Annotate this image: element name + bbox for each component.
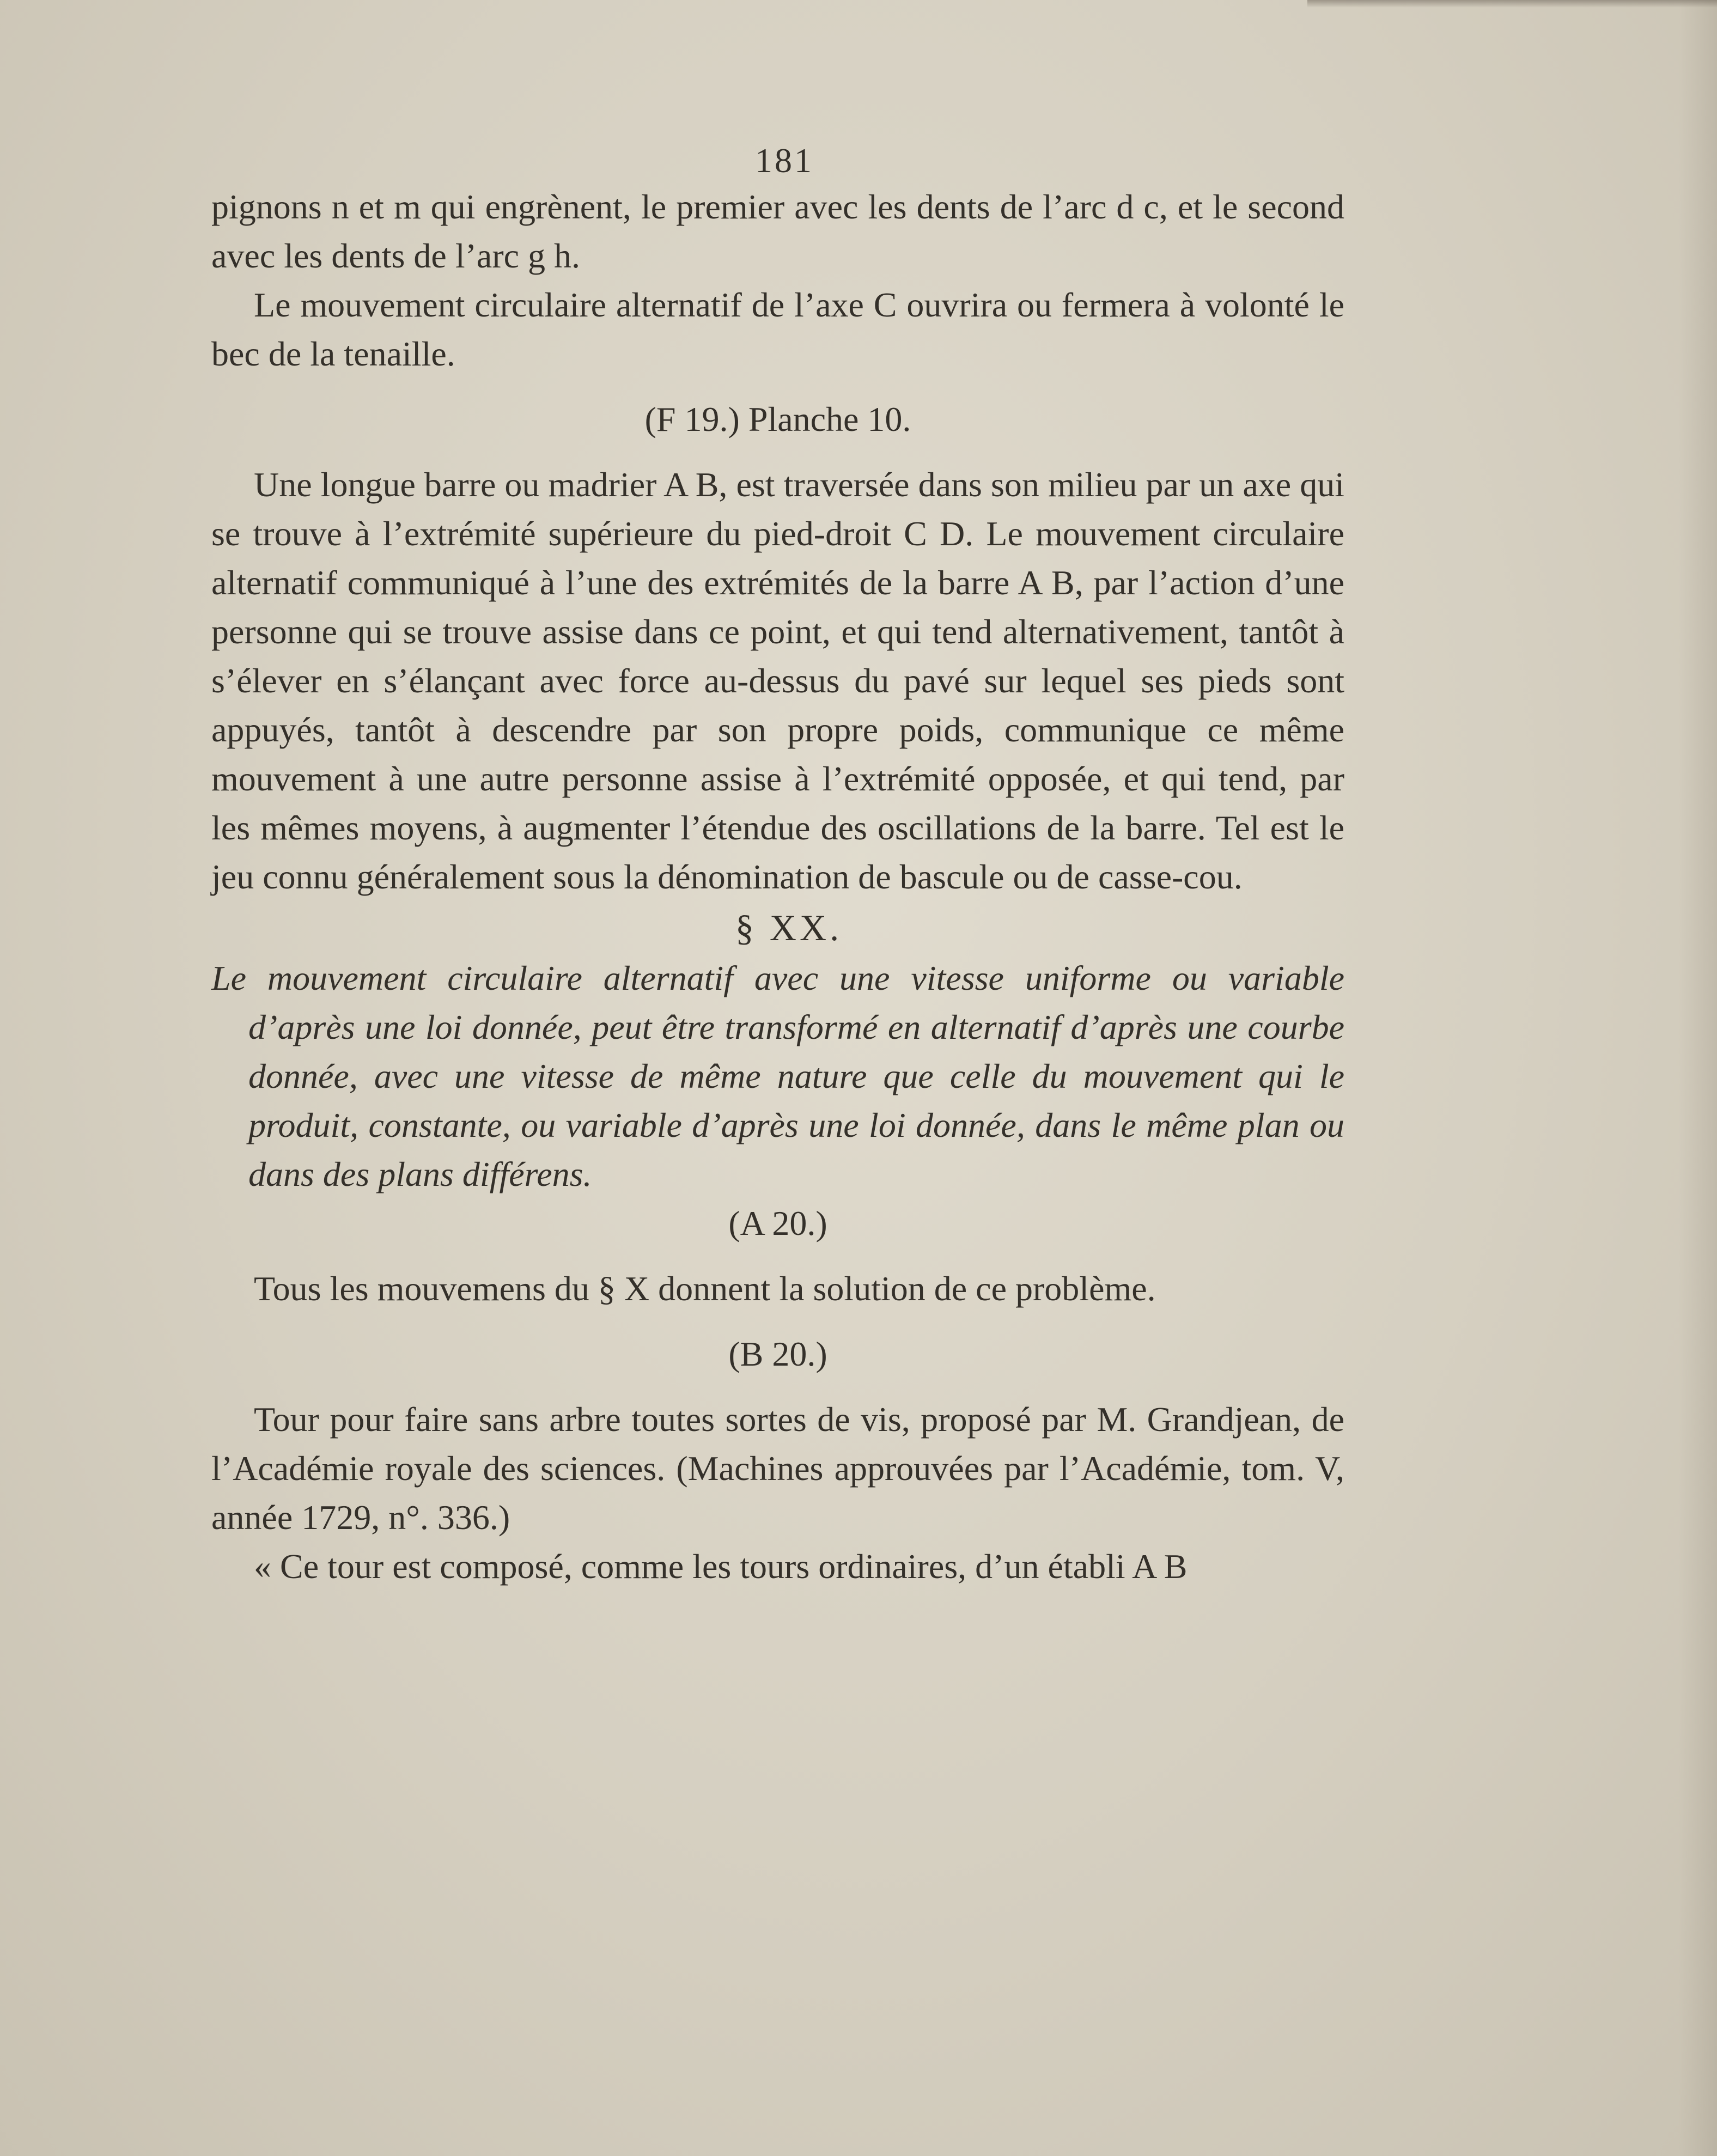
paragraph-bascule: Une longue barre ou madrier A B, est traversée dans son milieu par un axe qui se trouve à l’extrémité supérieure du pied-droit C D. Le mouvement circulaire alternatif communiqué à l’une des extrémités de la barre A B, par l’action d’une personne qui se trouve assise dans ce point, et qui tend alternativement, tantôt à s’élever en s’élançant avec force au-dessus du pavé sur lequel ses pieds sont appuyés, tantôt à descendre par son propre poids, communique ce même mouvement à une autre personne assise à l’extrémité opposée, et qui tend, par les mêmes moyens, à augmenter l’étendue des oscillations de la barre. Tel est le jeu connu généralement sous la dénomination de bascule ou de casse-cou. bbox=[211, 465, 1344, 896]
page-edge-shadow bbox=[1307, 0, 1717, 8]
heading-b20: (B 20.) bbox=[728, 1335, 827, 1373]
page-text-block bbox=[211, 139, 1344, 1591]
page-edge-shade bbox=[1679, 0, 1717, 2156]
paragraph-pignons: pignons n et m qui engrènent, le premier avec les dents de l’arc d c, et le second avec les dents de l’arc g h. bbox=[211, 187, 1344, 275]
heading-a20: (A 20.) bbox=[728, 1204, 827, 1243]
paragraph-tour-grandjean: Tour pour faire sans arbre toutes sortes de vis, proposé par M. Grandjean, de l’Académie royale des sciences. (Machines approuvées par l’Académie, tom. V, année 1729, n°. 336.) bbox=[211, 1400, 1344, 1537]
paragraph-mouvement-axe: Le mouvement circulaire alternatif de l’axe C ouvrira ou fermera à volonté le bec de la tenaille. bbox=[211, 285, 1344, 373]
paragraph-tour-compose: « Ce tour est composé, comme les tours ordinaires, d’un établi A B bbox=[254, 1547, 1188, 1586]
section-title: § XX. bbox=[735, 907, 843, 948]
page-number: 181 bbox=[755, 141, 814, 180]
paragraph-mouvemens: Tous les mouvemens du § X donnent la solution de ce problème. bbox=[254, 1269, 1156, 1308]
paragraph-problem-statement: Le mouvement circulaire alternatif avec une vitesse uniforme ou variable d’après une loi donnée, peut être transformé en alternatif d’après une courbe donnée, avec une vitesse de même nature que celle du mouvement qui le produit, constante, ou variable d’après une loi donnée, dans le même plan ou dans des plans différens. bbox=[211, 959, 1344, 1193]
heading-f19-planche: (F 19.) Planche 10. bbox=[644, 400, 911, 438]
